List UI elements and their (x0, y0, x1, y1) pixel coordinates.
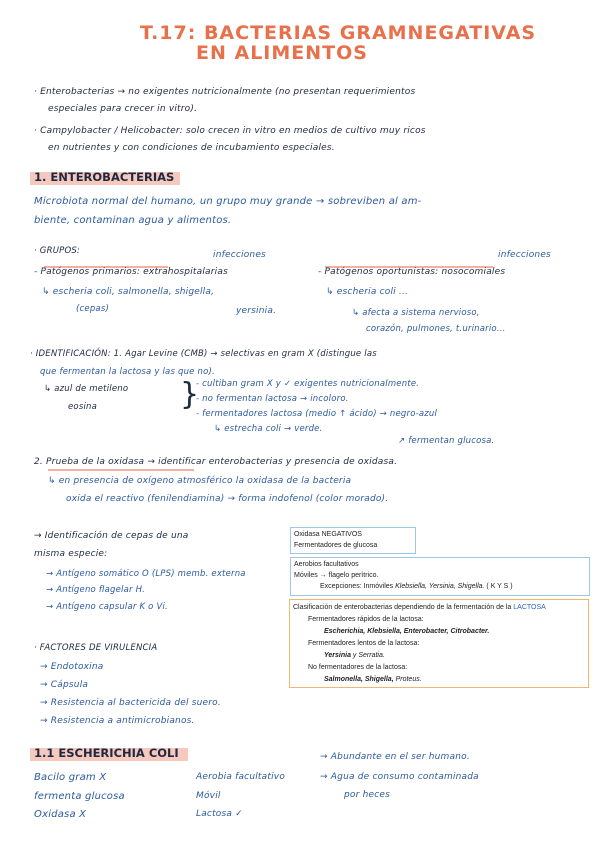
box2-rapidos-examples: Escherichia, Klebsiella, Enterobacter, Citrobacter. (324, 628, 490, 635)
box1-line1: Oxidasa NEGATIVOS (294, 531, 362, 538)
page-subtitle: EN ALIMENTOS (196, 42, 368, 64)
box2-no-fermentadores-examples: Salmonella, Shigella, Proteus. (324, 676, 422, 683)
patogenos-oportunistas: - Patógenos oportunistas: nosocomiales (318, 267, 506, 277)
ecoli-bacilo: Bacilo gram X (34, 772, 107, 783)
box2-lentos-examples: Yersinia y Serratia. (324, 652, 385, 659)
antigeno-flagelar: → Antígeno flagelar H. (46, 585, 146, 595)
curly-brace: } (180, 377, 200, 412)
intro-enterobacterias-line1: · Enterobacterias → no exigentes nutricionalmente (no presentan requerimientos (34, 87, 416, 97)
levine-branch-4: ↳ estrecha coli → verde. (214, 424, 323, 434)
ecoli-fermenta: fermenta glucosa (34, 791, 125, 802)
eosina: eosina (68, 402, 98, 412)
ecoli-oxidasa: Oxidasa X (34, 809, 87, 820)
antigeno-somatico: → Antígeno somático O (LPS) memb. externa (46, 569, 246, 579)
levine-branch-1: - cultiban gram X y ✓ exigentes nutricionalmente. (196, 379, 420, 389)
box1-line2: Fermentadores de glucosa (294, 542, 378, 549)
ecoli-heces: por heces (344, 790, 390, 800)
box2-title: Clasificación de enterobacterias dependiendo de la fermentación de la LACTOSA (293, 604, 546, 611)
antigeno-capsular: → Antígeno capsular K o Vi. (46, 602, 168, 612)
oportunistas-example: ↳ escheria coli ... (326, 287, 409, 297)
azul-metileno: ↳ azul de metileno (44, 384, 129, 394)
box2-no-fermentadores: No fermentadores de la lactosa: (308, 664, 408, 671)
oxidasa-line2: ↳ en presencia de oxígeno atmosférico la oxidasa de la bacteria (48, 476, 352, 486)
levine-branch-3: - fermentadores lactosa (medio ↑ ácido) → negro-azul (196, 409, 438, 419)
fermentan-glucosa: ↗ fermentan glucosa. (398, 436, 495, 446)
cepas-note: (cepas) (76, 304, 109, 314)
afecta-line1: ↳ afecta a sistema nervioso, (352, 308, 480, 318)
intro-enterobacterias-line2: especiales para crecer in vitro). (48, 104, 198, 114)
factor-resistencia-suero: → Resistencia al bactericida del suero. (40, 698, 221, 708)
factor-capsula: → Cápsula (40, 680, 89, 690)
identificacion-line2: que fermentan la lactosa y las que no). (40, 367, 215, 377)
ecoli-agua: → Agua de consumo contaminada (320, 772, 479, 782)
intro-campylobacter-line1: · Campylobacter / Helicobacter: solo crecen in vitro en medios de cultivo muy ricos (34, 126, 426, 136)
box2-rapidos: Fermentadores rápidos de la lactosa: (308, 616, 424, 623)
primarios-examples: ↳ escheria coli, salmonella, shigella, (42, 287, 215, 297)
cepas-line1: → Identificación de cepas de una (34, 531, 189, 541)
infecciones-label-1: infecciones (213, 250, 266, 260)
box2-lentos: Fermentadores lentos de la lactosa: (308, 640, 420, 647)
infecciones-label-2: infecciones (498, 250, 551, 260)
section11-heading: 1.1 ESCHERICHIA COLI (34, 746, 179, 760)
ecoli-abundante: → Abundante en el ser humano. (320, 752, 470, 762)
factores-heading: · FACTORES DE VIRULENCIA (34, 643, 158, 653)
cepas-line2: misma especie: (34, 549, 108, 559)
oxidasa-underline (48, 469, 194, 471)
levine-branch-2: - no fermentan lactosa → incoloro. (196, 394, 349, 404)
section1-heading: 1. ENTEROBACTERIAS (34, 170, 175, 184)
page-title: T.17: BACTERIAS GRAMNEGATIVAS (140, 22, 537, 44)
box1-line3: Aerobios facultativos (294, 561, 359, 568)
patogenos-primarios: - Patógenos primarios: extrahospitalarias (34, 267, 228, 277)
identificacion-line1: · IDENTIFICACIÓN: 1. Agar Levine (CMB) → selectivas en gram X (distingue las (30, 349, 377, 359)
ecoli-movil: Móvil (196, 791, 221, 801)
ecoli-aerobia: Aerobia facultativo (196, 772, 286, 782)
yersinia-example: yersinia. (236, 306, 277, 316)
intro-campylobacter-line2: en nutrientes y con condiciones de incubamiento especiales. (48, 143, 335, 153)
section1-desc-line2: biente, contaminan agua y alimentos. (34, 215, 232, 226)
ecoli-lactosa: Lactosa ✓ (196, 809, 243, 819)
afecta-line2: corazón, pulmones, t.urinario... (366, 324, 506, 334)
section1-desc-line1: Microbiota normal del humano, un grupo muy grande → sobreviben al am- (34, 196, 422, 207)
factor-resistencia-antimicrobianos: → Resistencia a antimicrobianos. (40, 716, 195, 726)
oxidasa-line1: 2. Prueba de la oxidasa → identificar enterobacterias y presencia de oxidasa. (34, 457, 398, 467)
box1-line4: Móviles → flagelo perítrico. (294, 572, 379, 579)
grupos-label: · GRUPOS: (34, 246, 80, 256)
box1-line5: Excepciones: Inmóviles Klebsiella, Yersinia, Shigella. ( K Y S ) (320, 583, 513, 590)
oxidasa-line3: oxida el reactivo (fenilendiamina) → forma indofenol (color morado). (66, 494, 389, 504)
factor-endotoxina: → Endotoxina (40, 662, 104, 672)
